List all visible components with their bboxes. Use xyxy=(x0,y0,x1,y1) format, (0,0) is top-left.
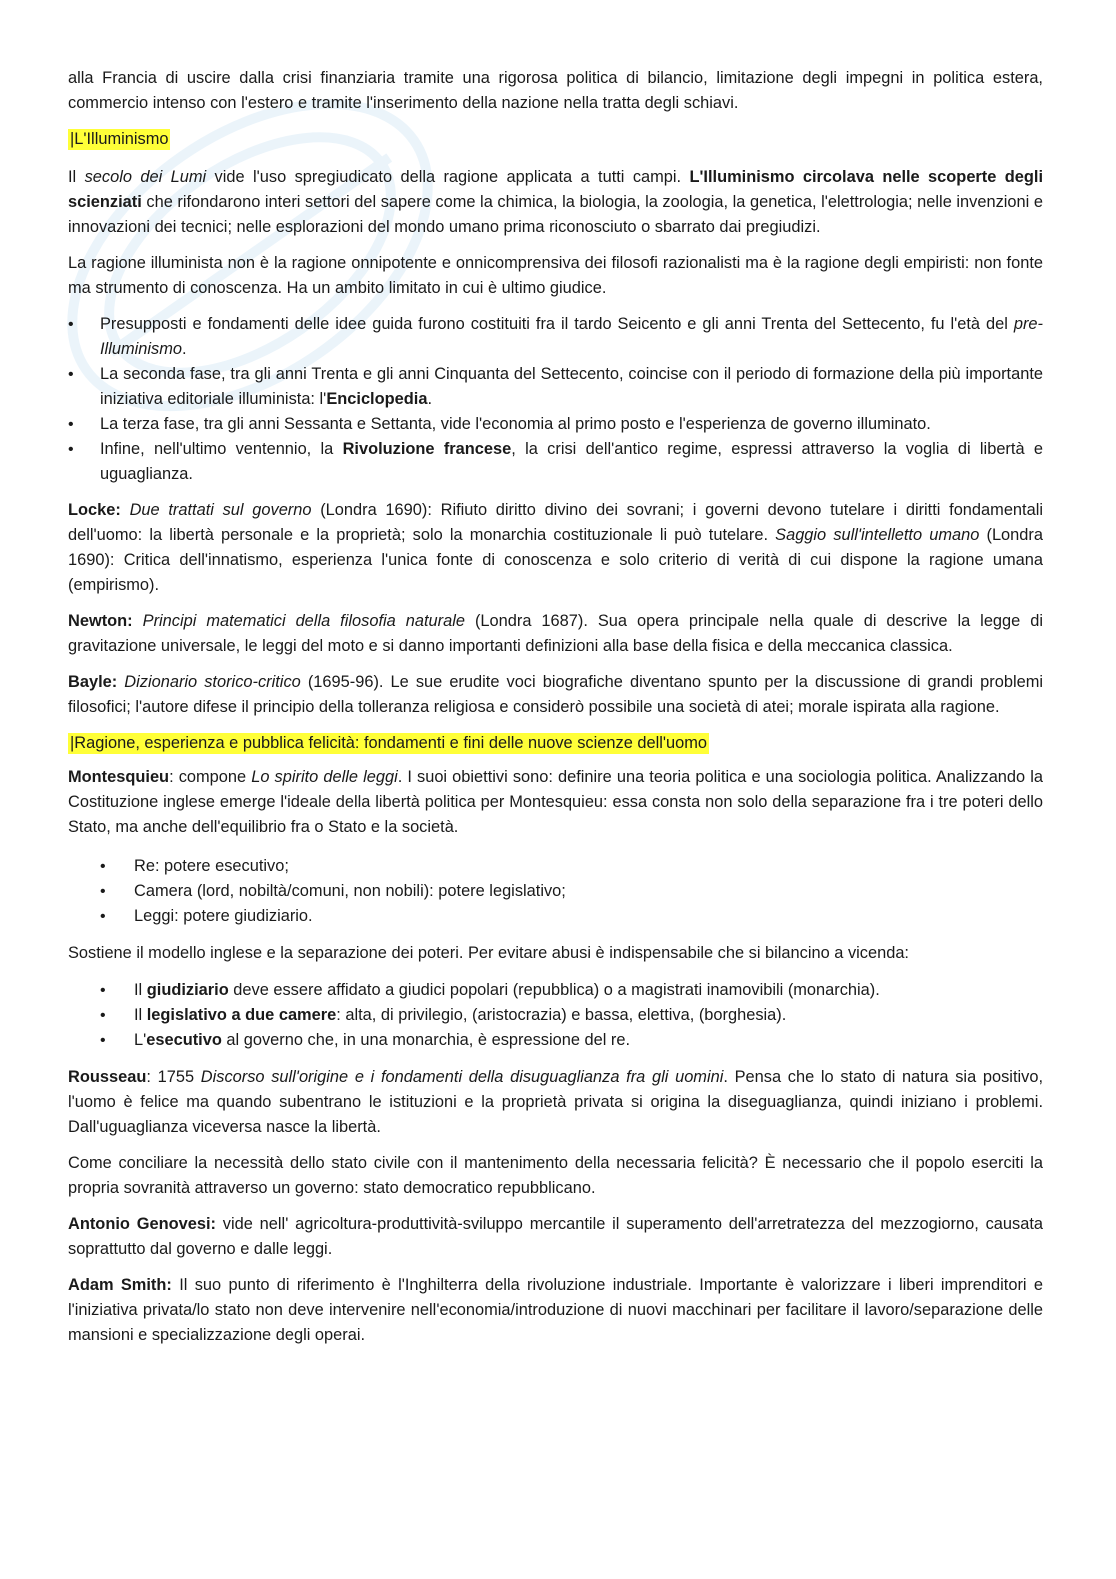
phases-list xyxy=(68,312,1043,487)
paragraph-secolo-lumi xyxy=(68,165,1043,240)
list-item: • Il legislativo a due camere: alta, di privilegio, (aristocrazia) e bassa, elettiva, (borghesia). xyxy=(68,1003,1043,1028)
list-item: • Presupposti e fondamenti delle idee guida furono costituiti fra il tardo Seicento e gli anni Trenta del Settecento, fu l'età del pre-Illuminismo. xyxy=(68,312,1043,362)
paragraph-bayle: Bayle: Dizionario storico-critico (1695-96). Le sue erudite voci biografiche diventano spunto per la discussione di grandi problemi filosofici; l'autore difese il principio della tolleranza religiosa e considerò possibile una società di atei; morale ispirata alla ragione. xyxy=(68,673,1044,716)
author-name: Rousseau xyxy=(68,1068,147,1086)
list-item: • Leggi: potere giudiziario. xyxy=(68,904,1043,929)
list-item: • La seconda fase, tra gli anni Trenta e gli anni Cinquanta del Settecento, coincise con il periodo di formazione della più importante iniziativa editoriale illuminista: l'Enciclopedia. xyxy=(68,362,1043,412)
author-name: Newton: xyxy=(68,612,133,630)
author-name: Montesquieu xyxy=(68,768,170,786)
balance-list xyxy=(68,978,1043,1053)
paragraph-francia: alla Francia di uscire dalla crisi finanziaria tramite una rigorosa politica di bilancio, limitazione degli impegni in politica estera, commercio intenso con l'estero e tramite l'inserimento della nazione nella tratta degli schiavi. xyxy=(68,69,1043,112)
work-title: Lo spirito delle leggi xyxy=(251,768,398,786)
list-item: • Re: potere esecutivo; xyxy=(68,854,1043,879)
bold-phrase: L'Illuminismo circolava nelle scoperte degli scienziati xyxy=(68,168,1044,211)
section-heading-illuminismo xyxy=(68,127,1043,152)
document-page xyxy=(68,66,1043,1359)
paragraph-ragione: La ragione illuminista non è la ragione onnipotente e onnicomprensiva dei filosofi razionalisti ma è la ragione degli empiristi: non fonte ma strumento di conoscenza. Ha un ambito limitato in cui è ultimo giudice. xyxy=(68,254,1043,297)
list-item: • Infine, nell'ultimo ventennio, la Rivoluzione francese, la crisi dell'antico regime, espressi attraverso la voglia di libertà e uguaglianza. xyxy=(68,437,1043,487)
paragraph-smith: Adam Smith: Il suo punto di riferimento è l'Inghilterra della rivoluzione industriale. Importante è valorizzare i liberi imprenditori e l'iniziativa privata/lo stato non deve intervenire nell'economia/introduzione di nuovi macchinari per facilitare il lavoro/separazione delle mansioni e specializzazione degli operai. xyxy=(68,1276,1043,1344)
paragraph-conciliare: Come conciliare la necessità dello stato civile con il mantenimento della necessaria felicità? È necessario che il popolo eserciti la propria sovranità attraverso un governo: stato democratico repubblicano. xyxy=(68,1154,1043,1197)
text: vide l'uso spregiudicato della ragione applicata a tutti campi. xyxy=(206,168,690,186)
paragraph-genovesi: Antonio Genovesi: vide nell' agricoltura-produttività-sviluppo mercantile il superamento dell'arretratezza del mezzogiorno, causata soprattutto dal governo e dalle leggi. xyxy=(68,1215,1043,1258)
author-name: Bayle: xyxy=(68,673,118,691)
list-item: • Camera (lord, nobiltà/comuni, non nobili): potere legislativo; xyxy=(68,879,1043,904)
list-item: • Il giudiziario deve essere affidato a giudici popolari (repubblica) o a magistrati inamovibili (monarchia). xyxy=(68,978,1043,1003)
heading-highlight: |Ragione, esperienza e pubblica felicità: fondamenti e fini delle nuove scienze dell'uomo xyxy=(70,734,708,752)
work-title: Dizionario storico-critico xyxy=(124,673,301,691)
heading-highlight: |L'Illuminismo xyxy=(70,130,169,148)
paragraph-montesquieu: Montesquieu: compone Lo spirito delle leggi. I suoi obiettivi sono: definire una teoria politica e una sociologia politica. Analizzando la Costituzione inglese emerge l'ideale della libertà politica per Montesquieu: essa consta non solo della separazione fra i tre poteri dello Stato, ma anche dell'equilibrio fra o Stato e la società. xyxy=(68,768,1044,836)
author-name: Locke: xyxy=(68,501,121,519)
paragraph-rousseau: Rousseau: 1755 Discorso sull'origine e i fondamenti della disuguaglianza fra gli uomini. Pensa che lo stato di natura sia positivo, l'uomo è felice ma quando subentrano le istituzioni e la proprietà privata si origina la diseguaglianza, quindi iniziano i problemi. Dall'uguaglianza viceversa nasce la libertà. xyxy=(68,1068,1044,1136)
powers-list xyxy=(68,854,1043,929)
paragraph-locke: Locke: Due trattati sul governo (Londra 1690): Rifiuto diritto divino dei sovrani; i governi devono tutelare i diritti fondamentali dell'uomo: la libertà personale e la proprietà; solo la monarchia costituzionale li può tutelare. Saggio sull'intelletto umano (Londra 1690): Critica dell'innatismo, esperienza l'unica fonte di conoscenza e solo criterio di verità di cui dispone la ragione umana (empirismo). xyxy=(68,501,1043,594)
italic-term: secolo dei Lumi xyxy=(84,168,207,186)
author-name: Adam Smith: xyxy=(68,1276,172,1294)
text: Il xyxy=(68,168,85,186)
work-title: Saggio sull'intelletto umano xyxy=(775,526,980,544)
section-heading-ragione xyxy=(68,731,1043,756)
author-name: Antonio Genovesi: xyxy=(68,1215,216,1233)
work-title: Principi matematici della filosofia naturale xyxy=(142,612,465,630)
work-title: Discorso sull'origine e i fondamenti della disuguaglianza fra gli uomini xyxy=(200,1068,724,1086)
paragraph-newton: Newton: Principi matematici della filosofia naturale (Londra 1687). Sua opera principale nella quale di descrive la legge di gravitazione universale, le leggi del moto e si danno importanti definizioni alla base della fisica e della meccanica classica. xyxy=(68,612,1044,655)
text: che rifondarono interi settori del sapere come la chimica, la biologia, la zoologia, la genetica, l'elettrologia; nelle invenzioni e innovazioni dei tecnici; nelle esplorazioni del mondo umano prima riconosciuto o sbarrato dai pregiudizi. xyxy=(68,193,1043,236)
list-item: • La terza fase, tra gli anni Sessanta e Settanta, vide l'economia al primo posto e l'esperienza de governo illuminato. xyxy=(68,412,1043,437)
list-item: • L'esecutivo al governo che, in una monarchia, è espressione del re. xyxy=(68,1028,1043,1053)
paragraph-modello-inglese: Sostiene il modello inglese e la separazione dei poteri. Per evitare abusi è indispensabile che si bilancino a vicenda: xyxy=(68,944,909,962)
work-title: Due trattati sul governo xyxy=(129,501,312,519)
